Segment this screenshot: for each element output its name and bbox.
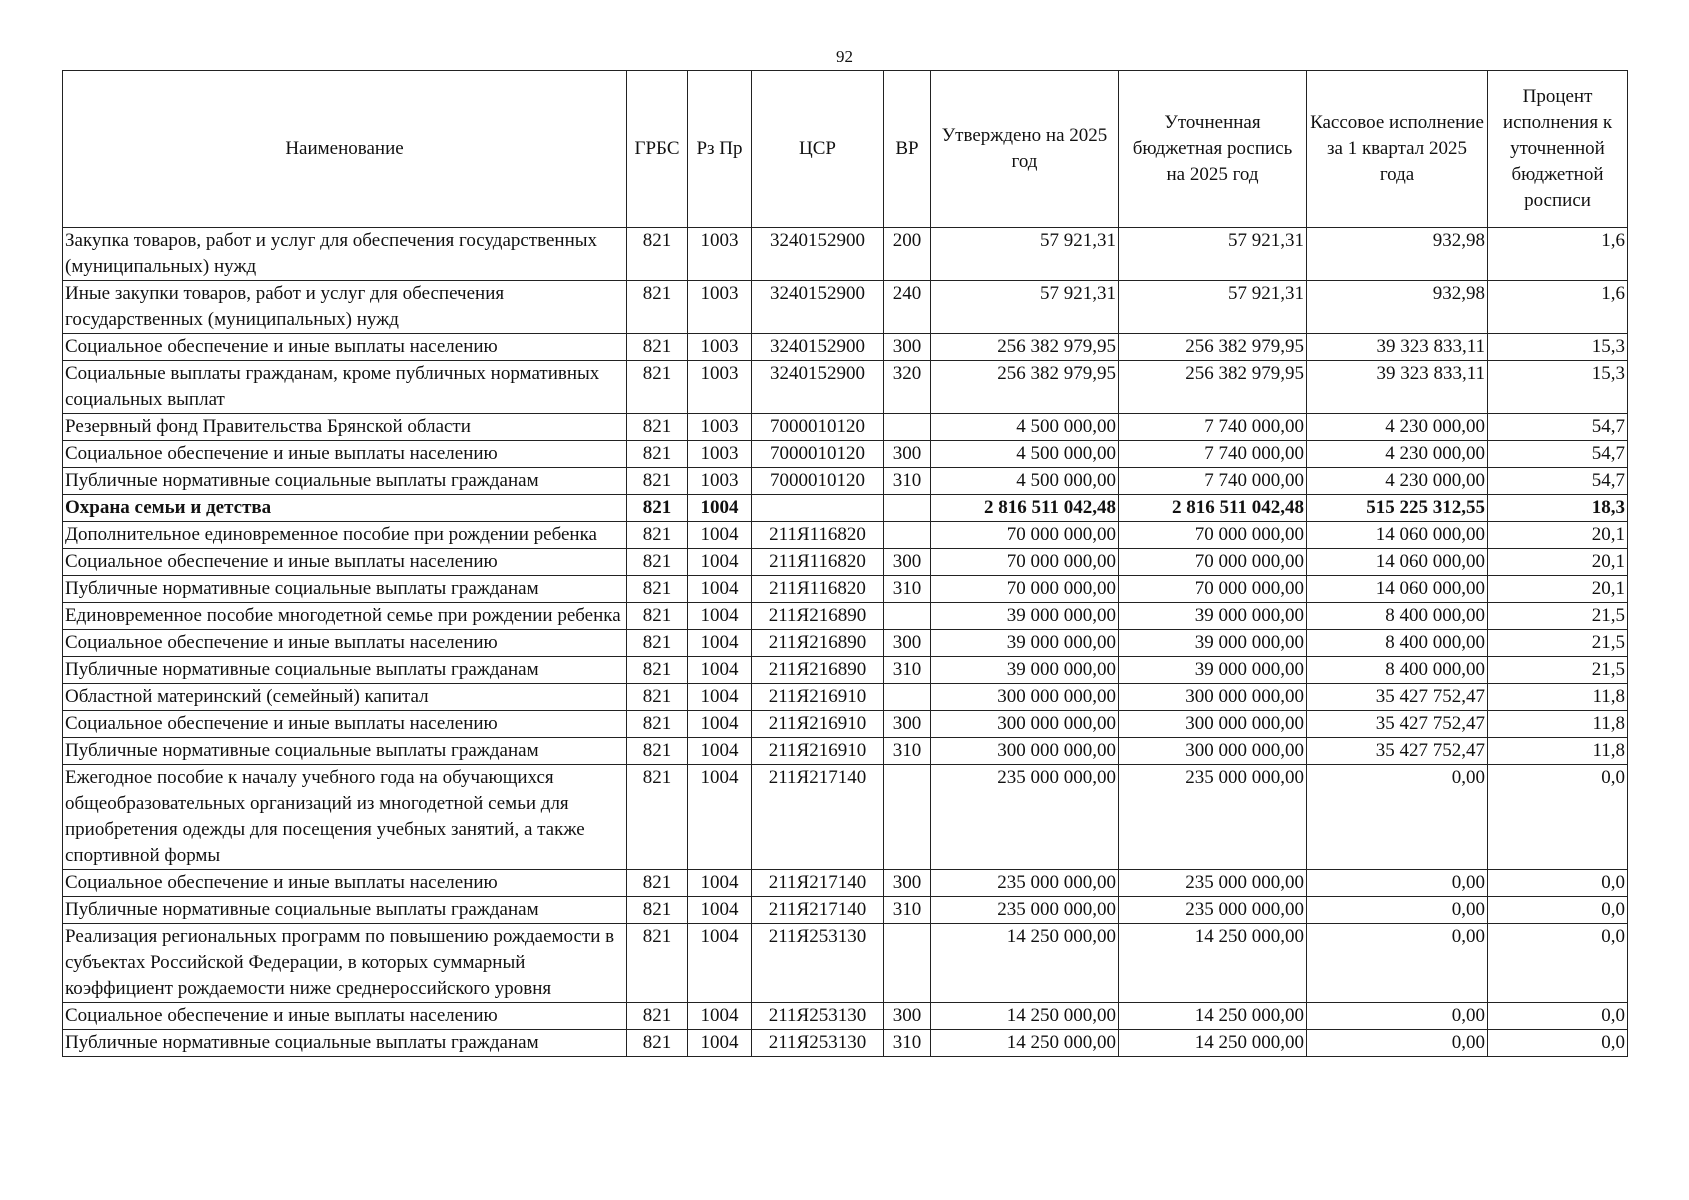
- table-row: [63, 630, 1628, 657]
- cell-percent: 11,8: [1488, 684, 1628, 711]
- cell-cash: 0,00: [1307, 1003, 1488, 1030]
- cell-percent: 21,5: [1488, 630, 1628, 657]
- cell-vr: [884, 495, 931, 522]
- cell-csr: 211Я216890: [752, 657, 884, 684]
- cell-vr: 300: [884, 1003, 931, 1030]
- cell-rz-pr: 1004: [688, 870, 752, 897]
- cell-percent: 11,8: [1488, 738, 1628, 765]
- cell-name: Областной материнский (семейный) капитал: [63, 684, 627, 711]
- cell-name: Социальное обеспечение и иные выплаты населению: [63, 630, 627, 657]
- cell-specified: 39 000 000,00: [1119, 657, 1307, 684]
- cell-vr: [884, 522, 931, 549]
- cell-specified: 300 000 000,00: [1119, 738, 1307, 765]
- cell-csr: 211Я253130: [752, 1030, 884, 1057]
- cell-approved: 235 000 000,00: [931, 765, 1119, 870]
- cell-cash: 0,00: [1307, 924, 1488, 1003]
- cell-approved: 14 250 000,00: [931, 1003, 1119, 1030]
- cell-percent: 0,0: [1488, 897, 1628, 924]
- header-grbs: ГРБС: [627, 71, 688, 228]
- cell-specified: 2 816 511 042,48: [1119, 495, 1307, 522]
- cell-rz-pr: 1004: [688, 711, 752, 738]
- cell-vr: 300: [884, 630, 931, 657]
- cell-name: Публичные нормативные социальные выплаты гражданам: [63, 738, 627, 765]
- cell-approved: 4 500 000,00: [931, 414, 1119, 441]
- cell-name: Публичные нормативные социальные выплаты гражданам: [63, 576, 627, 603]
- cell-cash: 8 400 000,00: [1307, 630, 1488, 657]
- cell-percent: 18,3: [1488, 495, 1628, 522]
- cell-vr: [884, 924, 931, 1003]
- cell-rz-pr: 1003: [688, 361, 752, 414]
- cell-csr: 3240152900: [752, 361, 884, 414]
- cell-specified: 256 382 979,95: [1119, 334, 1307, 361]
- cell-specified: 235 000 000,00: [1119, 765, 1307, 870]
- cell-approved: 39 000 000,00: [931, 630, 1119, 657]
- cell-name: Единовременное пособие многодетной семье при рождении ребенка: [63, 603, 627, 630]
- cell-approved: 235 000 000,00: [931, 870, 1119, 897]
- cell-vr: [884, 414, 931, 441]
- cell-cash: 8 400 000,00: [1307, 657, 1488, 684]
- cell-csr: 7000010120: [752, 468, 884, 495]
- cell-grbs: 821: [627, 630, 688, 657]
- cell-csr: 7000010120: [752, 441, 884, 468]
- table-row: [63, 495, 1628, 522]
- cell-name: Публичные нормативные социальные выплаты гражданам: [63, 468, 627, 495]
- header-name: Наименование: [63, 71, 627, 228]
- cell-csr: 211Я116820: [752, 549, 884, 576]
- header-execution-percent: Процент исполнения к уточненной бюджетной росписи: [1488, 71, 1628, 228]
- cell-rz-pr: 1003: [688, 228, 752, 281]
- cell-approved: 70 000 000,00: [931, 576, 1119, 603]
- cell-grbs: 821: [627, 924, 688, 1003]
- cell-grbs: 821: [627, 897, 688, 924]
- cell-specified: 14 250 000,00: [1119, 1030, 1307, 1057]
- cell-specified: 57 921,31: [1119, 228, 1307, 281]
- table-row: [63, 281, 1628, 334]
- cell-specified: 256 382 979,95: [1119, 361, 1307, 414]
- cell-rz-pr: 1004: [688, 897, 752, 924]
- cell-approved: 235 000 000,00: [931, 897, 1119, 924]
- cell-grbs: 821: [627, 228, 688, 281]
- header-approved-2025: Утверждено на 2025 год: [931, 71, 1119, 228]
- cell-name: Реализация региональных программ по повышению рождаемости в субъектах Российской Федерации, в которых суммарный коэффициент рождаемости ниже среднероссийского уровня: [63, 924, 627, 1003]
- cell-cash: 39 323 833,11: [1307, 361, 1488, 414]
- table-row: [63, 924, 1628, 1003]
- cell-vr: 310: [884, 657, 931, 684]
- cell-rz-pr: 1004: [688, 1030, 752, 1057]
- cell-specified: 70 000 000,00: [1119, 549, 1307, 576]
- cell-percent: 54,7: [1488, 414, 1628, 441]
- cell-rz-pr: 1004: [688, 924, 752, 1003]
- cell-cash: 35 427 752,47: [1307, 711, 1488, 738]
- cell-name: Дополнительное единовременное пособие при рождении ребенка: [63, 522, 627, 549]
- cell-name: Охрана семьи и детства: [63, 495, 627, 522]
- table-row: [63, 228, 1628, 281]
- cell-rz-pr: 1004: [688, 522, 752, 549]
- cell-vr: 300: [884, 334, 931, 361]
- cell-approved: 39 000 000,00: [931, 603, 1119, 630]
- cell-vr: 310: [884, 897, 931, 924]
- cell-approved: 256 382 979,95: [931, 334, 1119, 361]
- cell-vr: [884, 603, 931, 630]
- cell-approved: 14 250 000,00: [931, 1030, 1119, 1057]
- cell-percent: 0,0: [1488, 1030, 1628, 1057]
- cell-name: Социальное обеспечение и иные выплаты населению: [63, 870, 627, 897]
- cell-cash: 932,98: [1307, 228, 1488, 281]
- cell-approved: 57 921,31: [931, 228, 1119, 281]
- cell-grbs: 821: [627, 657, 688, 684]
- cell-approved: 4 500 000,00: [931, 441, 1119, 468]
- cell-cash: 35 427 752,47: [1307, 738, 1488, 765]
- cell-approved: 2 816 511 042,48: [931, 495, 1119, 522]
- table-row: [63, 441, 1628, 468]
- cell-specified: 300 000 000,00: [1119, 711, 1307, 738]
- cell-vr: 310: [884, 576, 931, 603]
- cell-name: Иные закупки товаров, работ и услуг для обеспечения государственных (муниципальных) нужд: [63, 281, 627, 334]
- cell-rz-pr: 1004: [688, 576, 752, 603]
- cell-csr: 211Я253130: [752, 924, 884, 1003]
- cell-rz-pr: 1004: [688, 738, 752, 765]
- cell-csr: 211Я217140: [752, 897, 884, 924]
- cell-name: Публичные нормативные социальные выплаты гражданам: [63, 897, 627, 924]
- table-row: [63, 334, 1628, 361]
- cell-approved: 300 000 000,00: [931, 711, 1119, 738]
- cell-cash: 4 230 000,00: [1307, 441, 1488, 468]
- cell-grbs: 821: [627, 414, 688, 441]
- cell-percent: 15,3: [1488, 361, 1628, 414]
- cell-rz-pr: 1004: [688, 1003, 752, 1030]
- cell-csr: 3240152900: [752, 334, 884, 361]
- cell-percent: 21,5: [1488, 603, 1628, 630]
- cell-grbs: 821: [627, 711, 688, 738]
- cell-cash: 0,00: [1307, 870, 1488, 897]
- cell-csr: 211Я217140: [752, 765, 884, 870]
- budget-execution-table: [62, 70, 1628, 1057]
- cell-percent: 54,7: [1488, 441, 1628, 468]
- cell-rz-pr: 1004: [688, 630, 752, 657]
- cell-specified: 70 000 000,00: [1119, 522, 1307, 549]
- cell-specified: 39 000 000,00: [1119, 630, 1307, 657]
- cell-vr: 240: [884, 281, 931, 334]
- cell-grbs: 821: [627, 738, 688, 765]
- cell-name: Публичные нормативные социальные выплаты гражданам: [63, 1030, 627, 1057]
- header-rz-pr: Рз Пр: [688, 71, 752, 228]
- cell-csr: [752, 495, 884, 522]
- cell-grbs: 821: [627, 870, 688, 897]
- table-row: [63, 603, 1628, 630]
- cell-vr: 310: [884, 738, 931, 765]
- cell-specified: 7 740 000,00: [1119, 441, 1307, 468]
- cell-percent: 54,7: [1488, 468, 1628, 495]
- cell-cash: 35 427 752,47: [1307, 684, 1488, 711]
- cell-cash: 0,00: [1307, 897, 1488, 924]
- cell-csr: 3240152900: [752, 281, 884, 334]
- cell-percent: 0,0: [1488, 1003, 1628, 1030]
- cell-vr: 200: [884, 228, 931, 281]
- cell-rz-pr: 1004: [688, 657, 752, 684]
- cell-rz-pr: 1003: [688, 414, 752, 441]
- table-row: [63, 765, 1628, 870]
- cell-vr: 300: [884, 711, 931, 738]
- cell-approved: 300 000 000,00: [931, 684, 1119, 711]
- cell-csr: 211Я216890: [752, 603, 884, 630]
- cell-approved: 256 382 979,95: [931, 361, 1119, 414]
- table-row: [63, 576, 1628, 603]
- cell-vr: 310: [884, 1030, 931, 1057]
- cell-grbs: 821: [627, 549, 688, 576]
- cell-percent: 20,1: [1488, 576, 1628, 603]
- cell-name: Закупка товаров, работ и услуг для обеспечения государственных (муниципальных) нужд: [63, 228, 627, 281]
- cell-csr: 3240152900: [752, 228, 884, 281]
- cell-specified: 7 740 000,00: [1119, 468, 1307, 495]
- cell-percent: 20,1: [1488, 522, 1628, 549]
- cell-cash: 8 400 000,00: [1307, 603, 1488, 630]
- cell-grbs: 821: [627, 361, 688, 414]
- cell-cash: 0,00: [1307, 1030, 1488, 1057]
- cell-csr: 7000010120: [752, 414, 884, 441]
- cell-approved: 57 921,31: [931, 281, 1119, 334]
- table-row: [63, 361, 1628, 414]
- cell-specified: 300 000 000,00: [1119, 684, 1307, 711]
- cell-specified: 70 000 000,00: [1119, 576, 1307, 603]
- cell-percent: 11,8: [1488, 711, 1628, 738]
- cell-approved: 70 000 000,00: [931, 522, 1119, 549]
- cell-vr: 300: [884, 549, 931, 576]
- cell-name: Публичные нормативные социальные выплаты гражданам: [63, 657, 627, 684]
- cell-name: Социальное обеспечение и иные выплаты населению: [63, 334, 627, 361]
- cell-specified: 57 921,31: [1119, 281, 1307, 334]
- cell-grbs: 821: [627, 576, 688, 603]
- cell-name: Социальное обеспечение и иные выплаты населению: [63, 549, 627, 576]
- table-header-row: [63, 71, 1628, 228]
- cell-vr: 320: [884, 361, 931, 414]
- cell-cash: 39 323 833,11: [1307, 334, 1488, 361]
- cell-grbs: 821: [627, 281, 688, 334]
- cell-approved: 300 000 000,00: [931, 738, 1119, 765]
- page-number: 92: [836, 47, 853, 66]
- cell-cash: 515 225 312,55: [1307, 495, 1488, 522]
- table-row: [63, 468, 1628, 495]
- cell-rz-pr: 1004: [688, 549, 752, 576]
- header-cash-execution-q1: Кассовое исполнение за 1 квартал 2025 года: [1307, 71, 1488, 228]
- table-body: [63, 228, 1628, 1057]
- cell-grbs: 821: [627, 334, 688, 361]
- cell-rz-pr: 1004: [688, 765, 752, 870]
- cell-percent: 0,0: [1488, 870, 1628, 897]
- cell-cash: 4 230 000,00: [1307, 468, 1488, 495]
- cell-name: Социальное обеспечение и иные выплаты населению: [63, 711, 627, 738]
- cell-rz-pr: 1003: [688, 334, 752, 361]
- cell-rz-pr: 1004: [688, 603, 752, 630]
- cell-percent: 1,6: [1488, 281, 1628, 334]
- cell-csr: 211Я216910: [752, 684, 884, 711]
- cell-cash: 932,98: [1307, 281, 1488, 334]
- cell-approved: 4 500 000,00: [931, 468, 1119, 495]
- cell-grbs: 821: [627, 441, 688, 468]
- table-row: [63, 414, 1628, 441]
- cell-csr: 211Я253130: [752, 1003, 884, 1030]
- table-row: [63, 549, 1628, 576]
- cell-cash: 0,00: [1307, 765, 1488, 870]
- cell-csr: 211Я217140: [752, 870, 884, 897]
- table-row: [63, 684, 1628, 711]
- cell-csr: 211Я116820: [752, 522, 884, 549]
- cell-grbs: 821: [627, 522, 688, 549]
- cell-approved: 39 000 000,00: [931, 657, 1119, 684]
- cell-grbs: 821: [627, 468, 688, 495]
- table-row: [63, 870, 1628, 897]
- table-row: [63, 522, 1628, 549]
- cell-rz-pr: 1004: [688, 495, 752, 522]
- cell-csr: 211Я216910: [752, 711, 884, 738]
- table-row: [63, 657, 1628, 684]
- cell-vr: 300: [884, 870, 931, 897]
- cell-specified: 14 250 000,00: [1119, 924, 1307, 1003]
- cell-cash: 4 230 000,00: [1307, 414, 1488, 441]
- cell-name: Социальное обеспечение и иные выплаты населению: [63, 441, 627, 468]
- table-row: [63, 711, 1628, 738]
- cell-grbs: 821: [627, 1003, 688, 1030]
- cell-percent: 15,3: [1488, 334, 1628, 361]
- cell-grbs: 821: [627, 603, 688, 630]
- cell-grbs: 821: [627, 684, 688, 711]
- cell-name: Социальные выплаты гражданам, кроме публичных нормативных социальных выплат: [63, 361, 627, 414]
- cell-cash: 14 060 000,00: [1307, 549, 1488, 576]
- cell-csr: 211Я216890: [752, 630, 884, 657]
- cell-rz-pr: 1003: [688, 281, 752, 334]
- cell-csr: 211Я216910: [752, 738, 884, 765]
- cell-percent: 20,1: [1488, 549, 1628, 576]
- cell-csr: 211Я116820: [752, 576, 884, 603]
- cell-cash: 14 060 000,00: [1307, 522, 1488, 549]
- cell-cash: 14 060 000,00: [1307, 576, 1488, 603]
- cell-approved: 70 000 000,00: [931, 549, 1119, 576]
- cell-percent: 0,0: [1488, 765, 1628, 870]
- table-row: [63, 1003, 1628, 1030]
- cell-name: Ежегодное пособие к началу учебного года на обучающихся общеобразовательных организаций из многодетной семьи для приобретения одежды для посещения учебных занятий, а также спортивной формы: [63, 765, 627, 870]
- header-specified-budget-2025: Уточненная бюджетная роспись на 2025 год: [1119, 71, 1307, 228]
- table-row: [63, 897, 1628, 924]
- cell-percent: 21,5: [1488, 657, 1628, 684]
- cell-specified: 7 740 000,00: [1119, 414, 1307, 441]
- cell-vr: 310: [884, 468, 931, 495]
- cell-vr: 300: [884, 441, 931, 468]
- cell-specified: 39 000 000,00: [1119, 603, 1307, 630]
- cell-rz-pr: 1003: [688, 468, 752, 495]
- cell-percent: 1,6: [1488, 228, 1628, 281]
- cell-percent: 0,0: [1488, 924, 1628, 1003]
- cell-grbs: 821: [627, 765, 688, 870]
- header-csr: ЦСР: [752, 71, 884, 228]
- cell-rz-pr: 1003: [688, 441, 752, 468]
- cell-grbs: 821: [627, 1030, 688, 1057]
- cell-specified: 235 000 000,00: [1119, 870, 1307, 897]
- cell-specified: 235 000 000,00: [1119, 897, 1307, 924]
- cell-rz-pr: 1004: [688, 684, 752, 711]
- table-row: [63, 738, 1628, 765]
- table-row: [63, 1030, 1628, 1057]
- cell-approved: 14 250 000,00: [931, 924, 1119, 1003]
- cell-specified: 14 250 000,00: [1119, 1003, 1307, 1030]
- cell-vr: [884, 684, 931, 711]
- cell-grbs: 821: [627, 495, 688, 522]
- header-vr: ВР: [884, 71, 931, 228]
- cell-name: Социальное обеспечение и иные выплаты населению: [63, 1003, 627, 1030]
- cell-name: Резервный фонд Правительства Брянской области: [63, 414, 627, 441]
- cell-vr: [884, 765, 931, 870]
